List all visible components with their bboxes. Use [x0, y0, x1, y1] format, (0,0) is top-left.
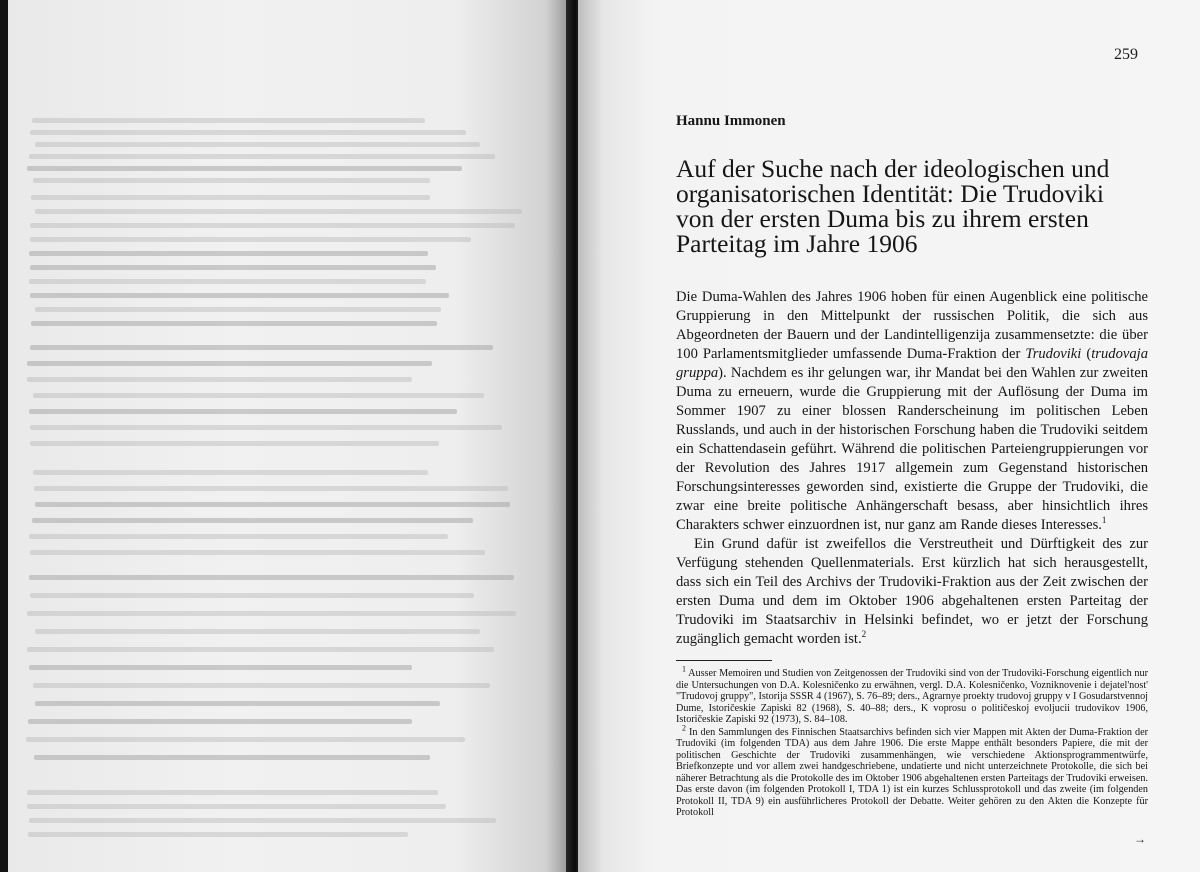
- ghost-text-line: [29, 409, 457, 414]
- ghost-text-line: [32, 118, 425, 123]
- ghost-text-line: [35, 209, 522, 214]
- ghost-text-line: [30, 265, 436, 270]
- ghost-text-line: [27, 804, 446, 809]
- title-line: Auf der Suche nach der ideologischen und: [676, 154, 1110, 183]
- ghost-text-line: [33, 393, 484, 398]
- ghost-text-line: [30, 441, 439, 446]
- ghost-text-line: [30, 130, 466, 135]
- footnote-ref[interactable]: 2: [861, 629, 867, 640]
- ghost-text-line: [27, 647, 494, 652]
- ghost-text-line: [29, 818, 496, 823]
- ghost-text-line: [35, 142, 480, 147]
- ghost-text-line: [29, 251, 428, 256]
- ghost-text-line: [27, 611, 516, 616]
- footnote-ref[interactable]: 1: [1101, 515, 1107, 526]
- ghost-text-line: [35, 502, 510, 507]
- ghost-text-line: [27, 790, 438, 795]
- ghost-text-line: [32, 518, 473, 523]
- ghost-text-line: [30, 593, 474, 598]
- ghost-text-line: [28, 832, 408, 837]
- ghost-text-line: [31, 195, 430, 200]
- footnote: $^2$ In den Sammlungen des Finnischen Staatsarchivs befinden sich vier Mappen mit Akten der Duma-Fraktion der Trudoviki (im folgenden TDA) aus dem Jahre 1906. Die erste Mappe enthält besonders Papiere, die mit der politischen Geschichte der Trudoviki zusammenhängen, wie verschiedene Aktionsprogrammentwürfe, Briefkonzepte und vor allem zwei handgeschriebene, undatierte und nicht unterzeichnete Protokolle, die sich bei näherer Betrachtung als die Protokolle des im Oktober 1906 abgehaltenen ersten Parteitags der Trudoviki erweisen. Das erste davon (im folgenden Protokoll I, TDA 1) ist ein kurzes Schlussprotokoll und das zweite (im folgenden Protokoll II, TDA 9) ein ausführlicheres Protokoll der Debatte. Weiter gehören zu den Akten die Konzepte für Protokoll: [676, 723, 1148, 818]
- ghost-text-line: [29, 534, 448, 539]
- paragraph: Die Duma-Wahlen des Jahres 1906 hoben für einen Augenblick eine politische Gruppierung in den Mittelpunkt der russischen Politik, die sich aus Abgeordneten der Bauern und der Landintelligenzija zusammensetzte: die über 100 Parlamentsmitglieder umfassende Duma-Fraktion der Trudoviki (trudovaja gruppa). Nachdem es ihr gelungen war, ihr Mandat bei den Wahlen zur zweiten Duma zu erneuern, wurde die Gruppierung mit der Auflösung der Duma im Sommer 1907 zu einer blossen Randerscheinung im politischen Leben Russlands, und auch in der historischen Forschung haben die Trudoviki seitdem ein Schattendasein geführt. Während die politischen Parteiengruppierungen vor der Revolution des Jahres 1917 allgemein zum Gegenstand historischen Forschungsinteresses geworden sind, existierte die Gruppe der Trudoviki, die zwar eine breite politische Anhängerschaft besass, aber hinsichtlich ihres Charakters schwer einzuordnen ist, nur ganz am Rande dieses Interesses.$^1$: [676, 289, 1149, 533]
- ghost-text-line: [31, 321, 437, 326]
- article-title: [676, 156, 1146, 256]
- ghost-text-line: [30, 293, 449, 298]
- ghost-text-line: [30, 237, 471, 242]
- footnotes: [676, 664, 1149, 820]
- title-line: von der ersten Duma bis zu ihrem ersten: [676, 204, 1089, 233]
- ghost-text-line: [29, 279, 426, 284]
- ghost-text-line: [30, 550, 485, 555]
- continued-arrow-icon: →: [1134, 832, 1146, 846]
- page-number: 259: [1114, 46, 1138, 63]
- ghost-text-line: [27, 361, 432, 366]
- ghost-text-line: [29, 575, 514, 580]
- ghost-text-line: [28, 719, 412, 724]
- paragraph: Ein Grund dafür ist zweifellos die Verstreutheit und Dürftigkeit des zur Verfügung stehenden Quellenmaterials. Erst kürzlich hat sich herausgestellt, dass sich ein Teil des Archivs der Trudoviki-Fraktion aus der Zeit zwischen der ersten Duma und dem im Oktober 1906 abgehaltenen ersten Parteitag der Trudoviki im Staatsarchiv in Helsinki befindet, wo er jetzt der Forschung zugänglich gemacht worden ist.$^2$: [676, 536, 1148, 647]
- ghost-text-line: [35, 307, 441, 312]
- italic-term: Trudoviki: [1025, 346, 1082, 362]
- ghost-text-line: [26, 737, 465, 742]
- ghost-text-line: [35, 701, 440, 706]
- title-line: organisatorischen Identität: Die Trudoviki: [676, 179, 1105, 208]
- ghost-text-line: [33, 470, 428, 475]
- body-text: [676, 288, 1148, 649]
- ghost-text-line: [27, 166, 462, 171]
- ghost-text-line: [27, 377, 412, 382]
- right-page: [578, 0, 1200, 872]
- footnote: $^1$ Ausser Memoiren und Studien von Zeitgenossen der Trudoviki sind von der Trudoviki-Forschung eigentlich nur die Untersuchungen von D.A. Kolesničenko zu erwähnen, vergl. D.A. Kolesničenko, Vozniknovenie i dejatel'nost' "Trudovoj gruppy", Istorija SSSR 4 (1967), S. 76–89; ders., Agrarnye proekty trudovoj gruppy v I Gosudarstvennoj Dume, Istoričeskie Zapiski 82 (1968), S. 40–88; ders., K voprosu o političeskoj evoljucii trudovikov 1906, Istoričeskie Zapiski 92 (1973), S. 84–108.: [676, 664, 1149, 725]
- ghost-text-line: [33, 683, 490, 688]
- ghost-text-line: [33, 178, 430, 183]
- author-name: Hannu Immonen: [676, 113, 786, 129]
- ghost-text-line: [29, 154, 495, 159]
- ghost-text-line: [30, 425, 502, 430]
- footnote-divider: [676, 660, 772, 661]
- ghost-text-line: [35, 629, 480, 634]
- left-page-show-through: [8, 0, 568, 872]
- footnote-number: 1: [682, 664, 686, 674]
- title-line: Parteitag im Jahre 1906: [676, 229, 918, 258]
- ghost-text-line: [29, 665, 412, 670]
- footnote-number: 2: [682, 723, 686, 733]
- ghost-text-line: [34, 755, 430, 760]
- ghost-text-line: [30, 223, 515, 228]
- ghost-text-line: [34, 486, 508, 491]
- ghost-text-line: [30, 345, 493, 350]
- italic-term: trudovaja gruppa: [676, 346, 1149, 381]
